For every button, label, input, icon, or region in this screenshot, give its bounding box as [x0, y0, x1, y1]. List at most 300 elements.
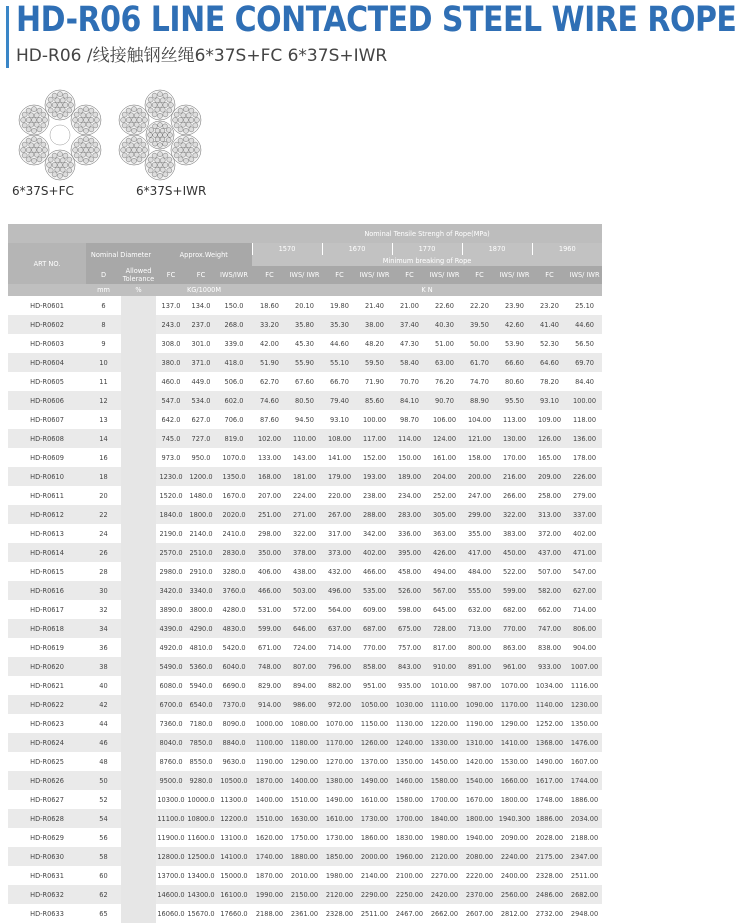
- table-cell: 26: [86, 543, 121, 562]
- table-row: [8, 733, 602, 752]
- table-cell: 748.00: [252, 657, 287, 676]
- tolerance-cell: [121, 581, 156, 600]
- header-fc: FC: [322, 266, 357, 284]
- art-no-cell: HD-R0619: [30, 643, 64, 652]
- table-cell: 891.00: [462, 657, 497, 676]
- table-cell: 2510.0: [186, 543, 216, 562]
- table-cell: 62.70: [260, 377, 279, 386]
- table-cell: 84.10: [392, 391, 427, 410]
- table-cell: 80.60: [505, 377, 524, 386]
- table-cell: 38.00: [357, 315, 392, 334]
- art-no-cell: HD-R0626: [8, 771, 86, 790]
- table-cell: 90.70: [427, 391, 462, 410]
- table-cell: 627.00: [567, 581, 602, 600]
- table-cell: 28: [99, 567, 108, 576]
- table-cell: 7180.0: [189, 719, 213, 728]
- table-cell: 258.00: [537, 491, 562, 500]
- header-nominal-diameter: Nominal Diameter: [86, 243, 156, 266]
- table-cell: 1740.00: [252, 847, 287, 866]
- table-cell: 602.0: [216, 391, 252, 410]
- table-cell: 117.00: [357, 429, 392, 448]
- table-cell: 226.00: [567, 467, 602, 486]
- table-cell: 301.0: [191, 339, 211, 348]
- header-iws-iwr: IWS/ IWR: [497, 266, 532, 284]
- spec-table: [8, 224, 602, 923]
- table-cell: 1070.0: [222, 453, 246, 462]
- table-cell: 339.0: [224, 339, 244, 348]
- table-cell: 3420.0: [156, 581, 186, 600]
- tolerance-cell: [121, 885, 156, 904]
- table-cell: 582.00: [532, 581, 567, 600]
- table-cell: 1840.00: [427, 809, 462, 828]
- table-cell: 130.00: [497, 429, 532, 448]
- table-cell: 56: [99, 833, 108, 842]
- table-cell: 380.0: [156, 353, 186, 372]
- table-cell: 1170.00: [322, 733, 357, 752]
- table-cell: 12200.0: [216, 809, 252, 828]
- table-cell: 1230.00: [567, 695, 602, 714]
- table-cell: 5360.0: [186, 657, 216, 676]
- table-cell: 158.00: [467, 453, 492, 462]
- header-unit-kg: KG/1000M: [156, 284, 252, 296]
- table-cell: 2000.00: [357, 847, 392, 866]
- table-cell: 2010.00: [290, 871, 319, 880]
- tolerance-cell: [121, 372, 156, 391]
- tolerance-cell: [121, 486, 156, 505]
- art-no-cell: HD-R0606: [8, 391, 86, 410]
- table-cell: 599.00: [252, 619, 287, 638]
- table-cell: 271.00: [287, 505, 322, 524]
- header-grade-1870: 1870: [462, 243, 532, 255]
- table-cell: 1030.00: [392, 695, 427, 714]
- tolerance-cell: [121, 410, 156, 429]
- tolerance-cell: [121, 904, 156, 923]
- table-cell: 1830.00: [395, 833, 424, 842]
- table-cell: 632.00: [467, 605, 492, 614]
- table-cell: 471.00: [567, 543, 602, 562]
- table-cell: 531.00: [257, 605, 282, 614]
- table-cell: 1800.00: [462, 809, 497, 828]
- table-cell: 134.0: [191, 301, 211, 310]
- table-cell: 6080.0: [159, 681, 183, 690]
- table-cell: 838.00: [537, 643, 562, 652]
- table-cell: 6700.0: [156, 695, 186, 714]
- table-cell: 402.00: [357, 543, 392, 562]
- table-cell: 1130.00: [395, 719, 424, 728]
- table-cell: 4810.0: [189, 643, 213, 652]
- table-cell: 706.0: [224, 415, 244, 424]
- table-cell: 2467.00: [395, 909, 424, 918]
- table-cell: 79.40: [322, 391, 357, 410]
- table-cell: 37.40: [392, 315, 427, 334]
- table-cell: 94.50: [295, 415, 314, 424]
- table-cell: 371.0: [186, 353, 216, 372]
- table-cell: 6040.0: [216, 657, 252, 676]
- table-cell: 1617.00: [532, 771, 567, 790]
- table-cell: 904.00: [572, 643, 597, 652]
- table-cell: 598.00: [397, 605, 422, 614]
- tolerance-cell: [121, 429, 156, 448]
- table-row: [8, 695, 602, 714]
- table-cell: 61.70: [462, 353, 497, 372]
- table-cell: 363.00: [432, 529, 457, 538]
- tolerance-cell: [121, 695, 156, 714]
- table-cell: 8: [86, 315, 121, 334]
- table-cell: 1368.00: [532, 733, 567, 752]
- art-no-cell: HD-R0622: [8, 695, 86, 714]
- table-cell: 52: [99, 795, 108, 804]
- table-cell: 2511.00: [570, 871, 599, 880]
- table-cell: 10000.0: [187, 795, 215, 804]
- table-cell: 41.40: [532, 315, 567, 334]
- table-cell: 724.00: [292, 643, 317, 652]
- table-cell: 646.00: [287, 619, 322, 638]
- accent-bar: [6, 6, 9, 68]
- table-cell: 437.00: [532, 543, 567, 562]
- table-cell: 2420.00: [427, 885, 462, 904]
- table-cell: 645.00: [432, 605, 457, 614]
- table-cell: 11100.0: [156, 809, 186, 828]
- table-row: [8, 885, 602, 904]
- table-cell: 189.00: [392, 467, 427, 486]
- table-cell: 1252.00: [535, 719, 564, 728]
- header-iws-iwr: IWS/ IWR: [357, 266, 392, 284]
- table-cell: 9630.0: [222, 757, 246, 766]
- table-cell: 4920.0: [159, 643, 183, 652]
- table-cell: 279.00: [572, 491, 597, 500]
- art-no-cell: HD-R0615: [30, 567, 64, 576]
- table-cell: 355.00: [467, 529, 492, 538]
- table-cell: 39.50: [462, 315, 497, 334]
- table-cell: 687.00: [357, 619, 392, 638]
- table-cell: 671.00: [257, 643, 282, 652]
- table-cell: 1886.00: [570, 795, 599, 804]
- table-row: [8, 752, 602, 771]
- table-cell: 1370.00: [360, 757, 389, 766]
- header-iws-iwr: IWS/ IWR: [287, 266, 322, 284]
- table-cell: 60: [99, 871, 108, 880]
- tolerance-cell: [121, 543, 156, 562]
- table-cell: 547.00: [572, 567, 597, 576]
- table-cell: 1840.0: [156, 505, 186, 524]
- table-cell: 20: [99, 491, 108, 500]
- table-cell: 108.00: [322, 429, 357, 448]
- art-no-cell: HD-R0603: [30, 339, 64, 348]
- table-cell: 1610.00: [360, 795, 389, 804]
- table-row: [8, 391, 602, 410]
- art-no-cell: HD-R0613: [30, 529, 64, 538]
- header-grade-1770: 1770: [392, 243, 462, 255]
- table-cell: 58.40: [392, 353, 427, 372]
- table-cell: 987.00: [467, 681, 492, 690]
- table-cell: 910.00: [427, 657, 462, 676]
- table-cell: 299.00: [462, 505, 497, 524]
- table-cell: 1800.00: [500, 795, 529, 804]
- table-cell: 1730.00: [325, 833, 354, 842]
- table-cell: 2140.0: [189, 529, 213, 538]
- table-cell: 1748.00: [535, 795, 564, 804]
- art-no-cell: HD-R0632: [8, 885, 86, 904]
- table-cell: 526.00: [392, 581, 427, 600]
- table-cell: 800.00: [467, 643, 492, 652]
- table-cell: 1090.00: [462, 695, 497, 714]
- table-cell: 682.00: [502, 605, 527, 614]
- table-cell: 1190.00: [255, 757, 284, 766]
- table-cell: 986.00: [287, 695, 322, 714]
- table-cell: 6: [101, 301, 106, 310]
- header-fc: FC: [532, 266, 567, 284]
- table-cell: 317.00: [327, 529, 352, 538]
- table-cell: 243.0: [156, 315, 186, 334]
- table-cell: 609.00: [362, 605, 387, 614]
- table-cell: 84.40: [575, 377, 594, 386]
- table-cell: 534.0: [186, 391, 216, 410]
- table-cell: 713.00: [462, 619, 497, 638]
- table-cell: 1070.00: [500, 681, 529, 690]
- table-cell: 268.0: [216, 315, 252, 334]
- table-cell: 2100.00: [395, 871, 424, 880]
- tolerance-cell: [121, 638, 156, 657]
- table-cell: 2090.00: [500, 833, 529, 842]
- table-cell: 1670.00: [465, 795, 494, 804]
- table-cell: 313.00: [532, 505, 567, 524]
- table-row: [8, 790, 602, 809]
- table-cell: 40.30: [427, 315, 462, 334]
- table-cell: 308.0: [161, 339, 181, 348]
- table-cell: 863.00: [502, 643, 527, 652]
- header-d: D: [86, 266, 121, 284]
- table-cell: 10800.0: [186, 809, 216, 828]
- table-cell: 1330.00: [427, 733, 462, 752]
- table-cell: 32: [99, 605, 108, 614]
- table-cell: 1180.00: [287, 733, 322, 752]
- table-cell: 58: [86, 847, 121, 866]
- table-cell: 1860.00: [360, 833, 389, 842]
- table-cell: 1290.00: [290, 757, 319, 766]
- table-cell: 50: [86, 771, 121, 790]
- header-unit-mm: mm: [86, 284, 121, 296]
- table-row: [8, 296, 602, 315]
- table-cell: 1870.00: [255, 871, 284, 880]
- table-cell: 757.00: [397, 643, 422, 652]
- table-cell: 114.00: [392, 429, 427, 448]
- table-cell: 1490.00: [325, 795, 354, 804]
- table-cell: 63.00: [427, 353, 462, 372]
- table-cell: 168.00: [252, 467, 287, 486]
- table-cell: 3760.0: [216, 581, 252, 600]
- table-cell: 22.60: [435, 301, 454, 310]
- table-cell: 55.10: [322, 353, 357, 372]
- table-cell: 42: [86, 695, 121, 714]
- table-cell: 1220.00: [430, 719, 459, 728]
- table-cell: 1490.00: [535, 757, 564, 766]
- tolerance-cell: [121, 771, 156, 790]
- table-cell: 1700.00: [430, 795, 459, 804]
- table-cell: 858.00: [357, 657, 392, 676]
- table-row: [8, 866, 602, 885]
- table-cell: 1010.00: [430, 681, 459, 690]
- table-row: [8, 486, 602, 505]
- table-cell: 200.00: [462, 467, 497, 486]
- table-cell: 193.00: [357, 467, 392, 486]
- table-cell: 1730.00: [357, 809, 392, 828]
- table-row: [8, 771, 602, 790]
- table-cell: 2250.00: [392, 885, 427, 904]
- table-cell: 1800.0: [186, 505, 216, 524]
- table-cell: 288.00: [357, 505, 392, 524]
- table-cell: 627.0: [191, 415, 211, 424]
- table-cell: 951.00: [362, 681, 387, 690]
- table-cell: 24: [99, 529, 108, 538]
- table-cell: 1350.00: [395, 757, 424, 766]
- table-row: [8, 543, 602, 562]
- table-cell: 637.00: [322, 619, 357, 638]
- table-cell: 74.70: [470, 377, 489, 386]
- table-cell: 1744.00: [567, 771, 602, 790]
- art-no-cell: HD-R0614: [8, 543, 86, 562]
- table-cell: 204.00: [427, 467, 462, 486]
- table-cell: 21.00: [400, 301, 419, 310]
- table-cell: 12800.0: [156, 847, 186, 866]
- table-cell: 417.00: [462, 543, 497, 562]
- table-cell: 52.30: [540, 339, 559, 348]
- table-cell: 133.00: [257, 453, 282, 462]
- table-cell: 70.70: [400, 377, 419, 386]
- table-cell: 567.00: [427, 581, 462, 600]
- table-cell: 102.00: [252, 429, 287, 448]
- table-cell: 56.50: [575, 339, 594, 348]
- table-cell: 21.40: [365, 301, 384, 310]
- table-cell: 2150.00: [287, 885, 322, 904]
- table-cell: 3280.0: [222, 567, 246, 576]
- table-cell: 25.10: [575, 301, 594, 310]
- table-cell: 165.00: [537, 453, 562, 462]
- table-cell: 950.0: [191, 453, 211, 462]
- tolerance-cell: [121, 752, 156, 771]
- table-cell: 1850.00: [322, 847, 357, 866]
- table-cell: 3800.0: [189, 605, 213, 614]
- table-cell: 1350.00: [570, 719, 599, 728]
- table-cell: 22: [86, 505, 121, 524]
- table-cell: 914.00: [252, 695, 287, 714]
- table-cell: 322.00: [497, 505, 532, 524]
- table-cell: 2290.00: [357, 885, 392, 904]
- header-iws-iwr: IWS/ IWR: [427, 266, 462, 284]
- header-allowed-tolerance: Allowed Tolerance: [122, 267, 155, 283]
- table-cell: 2830.0: [216, 543, 252, 562]
- table-cell: 418.0: [216, 353, 252, 372]
- table-cell: 547.0: [156, 391, 186, 410]
- table-cell: 599.00: [497, 581, 532, 600]
- table-cell: 10300.0: [157, 795, 185, 804]
- table-cell: 11900.0: [157, 833, 185, 842]
- table-cell: 395.00: [392, 543, 427, 562]
- table-cell: 23.20: [540, 301, 559, 310]
- table-cell: 247.00: [467, 491, 492, 500]
- table-cell: 2220.00: [465, 871, 494, 880]
- table-cell: 1990.00: [252, 885, 287, 904]
- table-row: [8, 505, 602, 524]
- table-cell: 137.0: [161, 301, 181, 310]
- table-cell: 1510.00: [290, 795, 319, 804]
- header-unit-kn: K N: [252, 284, 602, 296]
- caption-iwr: 6*37S+IWR: [136, 184, 207, 198]
- art-no-cell: HD-R0612: [8, 505, 86, 524]
- table-cell: 770.00: [497, 619, 532, 638]
- header-min-breaking: Minimum breaking of Rope: [252, 255, 602, 266]
- table-row: [8, 828, 602, 847]
- table-cell: 2607.00: [465, 909, 494, 918]
- table-cell: 150.00: [397, 453, 422, 462]
- table-cell: 2662.00: [430, 909, 459, 918]
- table-cell: 829.00: [257, 681, 282, 690]
- table-cell: 1410.00: [497, 733, 532, 752]
- table-cell: 44: [99, 719, 108, 728]
- rope-cross-section-iwr: [110, 85, 210, 185]
- table-cell: 2188.00: [570, 833, 599, 842]
- table-cell: 40: [99, 681, 108, 690]
- table-cell: 2328.00: [325, 909, 354, 918]
- table-cell: 251.00: [252, 505, 287, 524]
- art-no-cell: HD-R0605: [30, 377, 64, 386]
- tolerance-cell: [121, 676, 156, 695]
- tolerance-cell: [121, 334, 156, 353]
- table-cell: 1080.00: [290, 719, 319, 728]
- table-cell: 8090.0: [222, 719, 246, 728]
- table-cell: 1530.00: [500, 757, 529, 766]
- table-cell: 47.30: [400, 339, 419, 348]
- table-cell: 11: [99, 377, 108, 386]
- table-cell: 5490.0: [156, 657, 186, 676]
- table-cell: 209.00: [532, 467, 567, 486]
- table-cell: 432.00: [327, 567, 352, 576]
- table-cell: 1260.00: [357, 733, 392, 752]
- table-cell: 54: [86, 809, 121, 828]
- table-cell: 8840.0: [216, 733, 252, 752]
- table-cell: 59.50: [357, 353, 392, 372]
- table-cell: 9: [101, 339, 106, 348]
- table-cell: 1450.00: [430, 757, 459, 766]
- table-cell: 2034.00: [567, 809, 602, 828]
- tolerance-cell: [121, 353, 156, 372]
- table-cell: 1700.00: [392, 809, 427, 828]
- table-cell: 1886.00: [532, 809, 567, 828]
- table-cell: 33.20: [252, 315, 287, 334]
- table-cell: 113.00: [502, 415, 527, 424]
- table-cell: 237.0: [186, 315, 216, 334]
- art-no-cell: HD-R0628: [8, 809, 86, 828]
- table-cell: 555.00: [462, 581, 497, 600]
- table-row: [8, 847, 602, 866]
- table-cell: 894.00: [292, 681, 317, 690]
- table-cell: 100.00: [567, 391, 602, 410]
- table-cell: 2120.00: [427, 847, 462, 866]
- table-cell: 35.80: [287, 315, 322, 334]
- table-cell: 9500.0: [156, 771, 186, 790]
- header-iws-iwr: IWS/ IWR: [567, 266, 602, 284]
- table-cell: 458.00: [397, 567, 422, 576]
- tolerance-cell: [121, 562, 156, 581]
- art-no-cell: HD-R0604: [8, 353, 86, 372]
- table-cell: 65: [99, 909, 108, 918]
- table-cell: 95.50: [497, 391, 532, 410]
- art-no-cell: HD-R0629: [30, 833, 64, 842]
- table-cell: 1980.00: [325, 871, 354, 880]
- table-cell: 2400.00: [500, 871, 529, 880]
- table-cell: 141.00: [327, 453, 352, 462]
- table-cell: 1610.00: [322, 809, 357, 828]
- table-cell: 933.00: [532, 657, 567, 676]
